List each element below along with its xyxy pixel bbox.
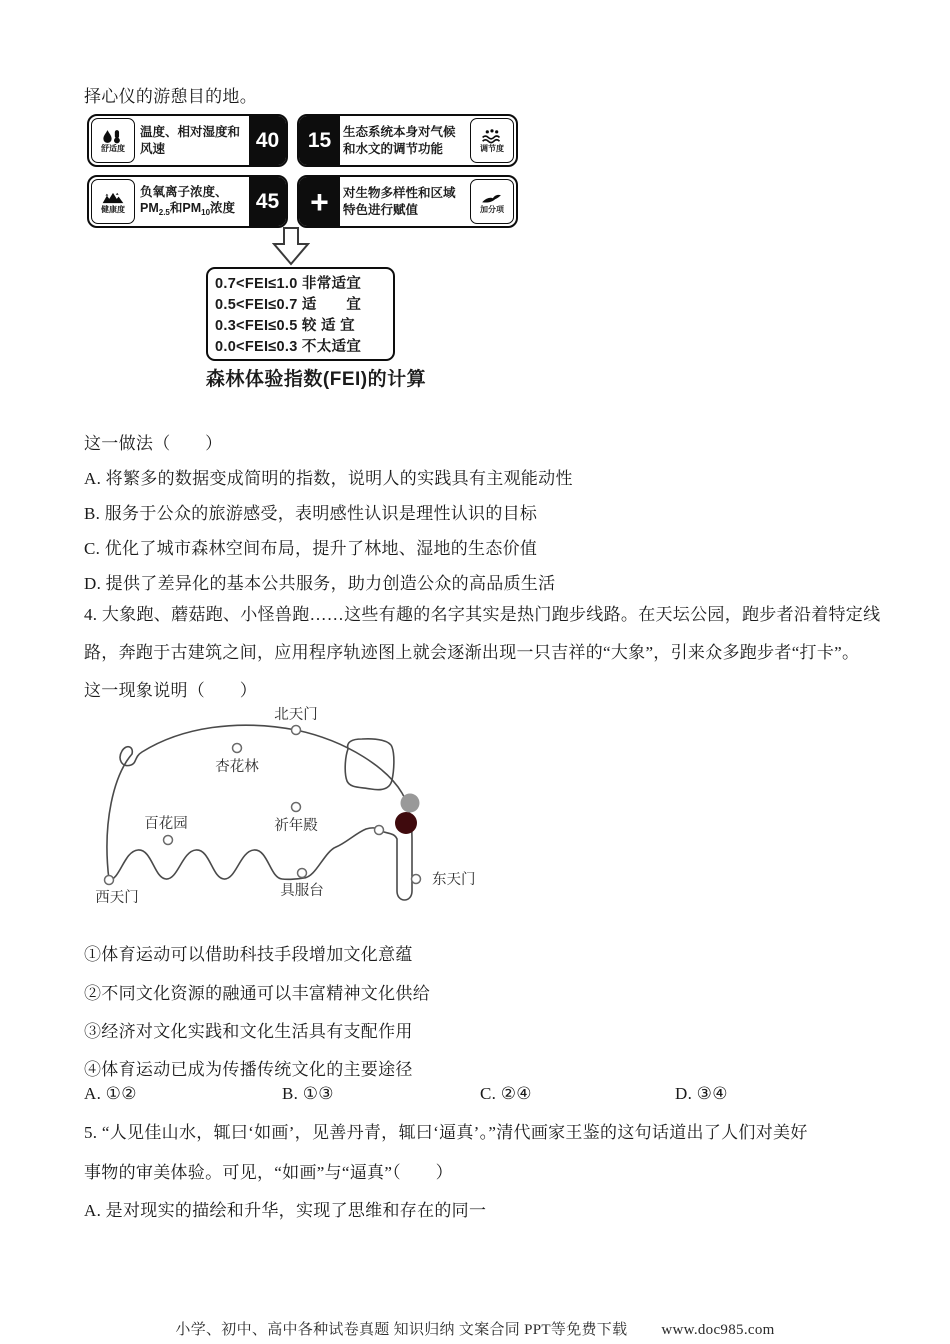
fei-caption: 森林体验指数(FEI)的计算 bbox=[205, 369, 427, 390]
intro-text: 择心仪的游憩目的地。 bbox=[84, 87, 257, 106]
fei-scale-row: 0.7<FEI≤1.0 非常适宜 bbox=[215, 276, 362, 292]
flowers-label: 百花园 bbox=[144, 816, 188, 832]
bonus-label: 加分项 bbox=[480, 204, 504, 214]
regulate-label: 调节度 bbox=[480, 143, 504, 153]
q4-text-line2: 路，奔跑于古建筑之间，应用程序轨迹图上就会逐渐出现一只吉祥的“大象”，引来众多跑步者“打卡”。 bbox=[84, 643, 860, 662]
apricot-dot bbox=[233, 744, 242, 753]
apricot-label: 杏花林 bbox=[215, 759, 259, 775]
q4-text-line1: 4. 大象跑、蘑菇跑、小怪兽跑……这些有趣的名字其实是热门跑步线路。在天坛公园，跑步者沿着特定线 bbox=[84, 605, 881, 624]
bird-icon bbox=[480, 190, 504, 205]
q4-statement-4: ④体育运动已成为传播传统文化的主要途径 bbox=[84, 1060, 413, 1079]
regulate-icon-cell bbox=[470, 118, 514, 163]
q3-option-d: D. 提供了差异化的基本公共服务，助力创造公众的高品质生活 bbox=[84, 574, 556, 593]
health-weight: 45 bbox=[249, 177, 286, 226]
fei-scale-box bbox=[206, 267, 395, 361]
fei-factor-diagram bbox=[87, 114, 520, 236]
health-label: 健康度 bbox=[101, 204, 125, 214]
jufutai-dot bbox=[298, 869, 307, 878]
q4-text-line3: 这一现象说明（ ） bbox=[84, 681, 257, 700]
q4-statement-2: ②不同文化资源的融通可以丰富精神文化供给 bbox=[84, 984, 430, 1003]
bonus-text: 对生物多样性和区域特色进行赋值 bbox=[343, 186, 456, 217]
health-icon-cell bbox=[91, 179, 135, 224]
health-box bbox=[87, 175, 288, 228]
comfort-weight: 40 bbox=[249, 116, 286, 165]
bonus-icon-cell bbox=[470, 179, 514, 224]
elephant-ear-path bbox=[345, 739, 394, 790]
q4-choices-row bbox=[84, 1084, 864, 1108]
qinian-label: 祈年殿 bbox=[274, 818, 318, 834]
comfort-box bbox=[87, 114, 288, 167]
north-gate-dot bbox=[292, 726, 301, 735]
gray-marker bbox=[401, 794, 420, 813]
bonus-plus: + bbox=[299, 177, 340, 226]
fei-scale-row: 0.5<FEI≤0.7 适 宜 bbox=[215, 297, 362, 313]
fei-row-2 bbox=[87, 175, 520, 228]
elephant-route-map bbox=[90, 697, 510, 917]
q4-choice-d: D. ③④ bbox=[675, 1084, 728, 1103]
jufutai-label: 具服台 bbox=[280, 883, 324, 899]
q5-option-a: A. 是对现实的描绘和升华，实现了思维和存在的同一 bbox=[84, 1201, 487, 1220]
q4-statement-3: ③经济对文化实践和文化生活具有支配作用 bbox=[84, 1022, 413, 1041]
elephant-route-path bbox=[107, 725, 412, 900]
comfort-text: 温度、相对湿度和风速 bbox=[140, 125, 241, 156]
east-gate-label: 东天门 bbox=[432, 872, 476, 888]
regulate-text: 生态系统本身对气候和水文的调节功能 bbox=[343, 125, 456, 156]
chest-dot bbox=[375, 826, 384, 835]
q5-text-line2: 事物的审美体验。可见，“如画”与“逼真”（ ） bbox=[84, 1163, 453, 1182]
q3-option-b: B. 服务于公众的旅游感受，表明感性认识是理性认识的目标 bbox=[84, 504, 538, 523]
q3-option-a: A. 将繁多的数据变成简明的指数，说明人的实践具有主观能动性 bbox=[84, 469, 573, 488]
droplet-thermometer-icon bbox=[102, 129, 124, 144]
north-gate-label: 北天门 bbox=[274, 707, 318, 723]
q4-choice-c: C. ②④ bbox=[480, 1084, 532, 1103]
health-text: 负氧离子浓度、$PM_{2.5}$和$PM_{10}$浓度 bbox=[140, 185, 236, 218]
page-footer bbox=[0, 1318, 950, 1339]
east-gate-dot bbox=[412, 875, 421, 884]
qinian-dot bbox=[292, 803, 301, 812]
footer-site-link[interactable]: www.doc985.com bbox=[661, 1322, 775, 1338]
flowers-dot bbox=[164, 836, 173, 845]
down-arrow-icon bbox=[272, 227, 310, 271]
regulate-box bbox=[297, 114, 518, 167]
q4-statement-1: ①体育运动可以借助科技手段增加文化意蕴 bbox=[84, 945, 413, 964]
comfort-label: 舒适度 bbox=[101, 143, 125, 153]
q4-choice-b: B. ①③ bbox=[282, 1084, 334, 1103]
footer-text: 小学、初中、高中各种试卷真题 知识归纳 文案合同 PPT等免费下载 bbox=[175, 1322, 628, 1338]
mountains-icon bbox=[101, 190, 125, 205]
q4-choice-a: A. ①② bbox=[84, 1084, 137, 1103]
fei-scale-row: 0.3<FEI≤0.5 较 适 宜 bbox=[215, 318, 355, 334]
bonus-box bbox=[297, 175, 518, 228]
q3-option-c: C. 优化了城市森林空间布局，提升了林地、湿地的生态价值 bbox=[84, 539, 538, 558]
west-gate-dot bbox=[105, 876, 114, 885]
steam-wave-icon bbox=[480, 129, 504, 144]
fei-scale-row: 0.0<FEI≤0.3 不太适宜 bbox=[215, 339, 362, 355]
regulate-weight: 15 bbox=[299, 116, 340, 165]
q3-stem: 这一做法（ ） bbox=[84, 434, 223, 453]
fei-row-1 bbox=[87, 114, 520, 167]
q5-text-line1: 5. “人见佳山水，辄曰‘如画’，见善丹青，辄曰‘逼真’。”清代画家王鉴的这句话道出了人们对美好 bbox=[84, 1123, 808, 1142]
comfort-icon-cell bbox=[91, 118, 135, 163]
maroon-marker bbox=[395, 812, 417, 834]
west-gate-label: 西天门 bbox=[95, 890, 139, 906]
